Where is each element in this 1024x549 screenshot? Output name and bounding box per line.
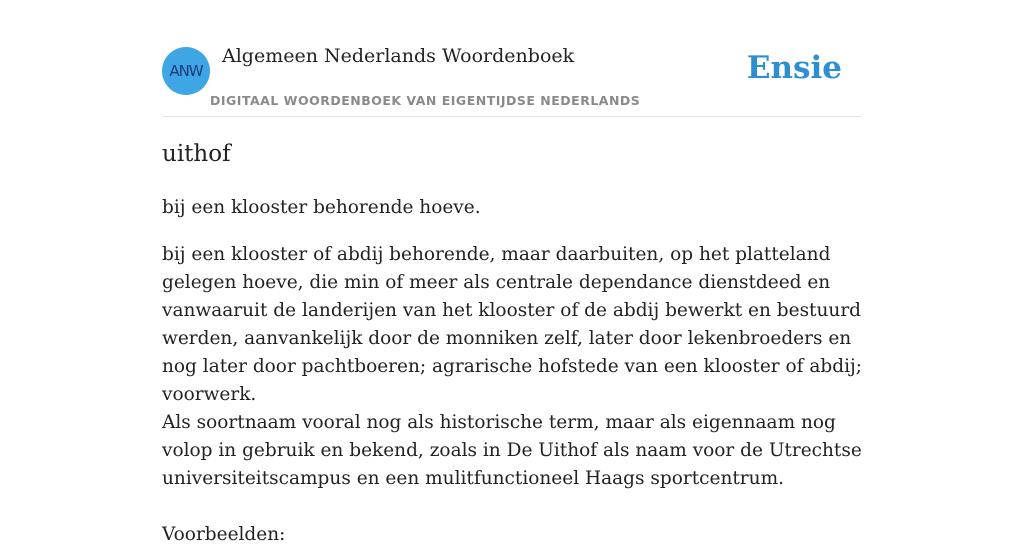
short-definition: bij een klooster behorende hoeve. [162, 197, 481, 218]
dictionary-name[interactable]: Algemeen Nederlands Woordenboek [222, 45, 575, 67]
definition-paragraph: Als soortnaam vooral nog als historische term, maar als eigennaam nog volop in gebruik en bekend, zoals in De Uithof als naam voor de Utrechtse universiteitscampus en een mulitfunctioneel Haags sportcentrum. [162, 412, 862, 489]
examples-heading: Voorbeelden: [162, 524, 286, 545]
dictionary-subtitle: DIGITAAL WOORDENBOEK VAN EIGENTIJDSE NEDERLANDS [210, 93, 641, 108]
ensie-logo[interactable]: Ensie [746, 50, 842, 86]
long-definition [162, 241, 862, 493]
entry-title: uithof [162, 141, 231, 167]
definition-paragraph: bij een klooster of abdij behorende, maar daarbuiten, op het platteland gelegen hoeve, die min of meer als centrale dependance dienstdeed en vanwaaruit de landerijen van het klooster of de abdij bewerkt en bestuurd werden, aanvankelijk door de monniken zelf, later door lekenbroeders en nog later door pachtboeren; agrarische hofstede van een klooster of abdij; voorwerk. [162, 244, 862, 405]
site-header [162, 0, 862, 117]
entry-content [162, 138, 862, 549]
anw-logo[interactable]: ANW [162, 47, 210, 95]
